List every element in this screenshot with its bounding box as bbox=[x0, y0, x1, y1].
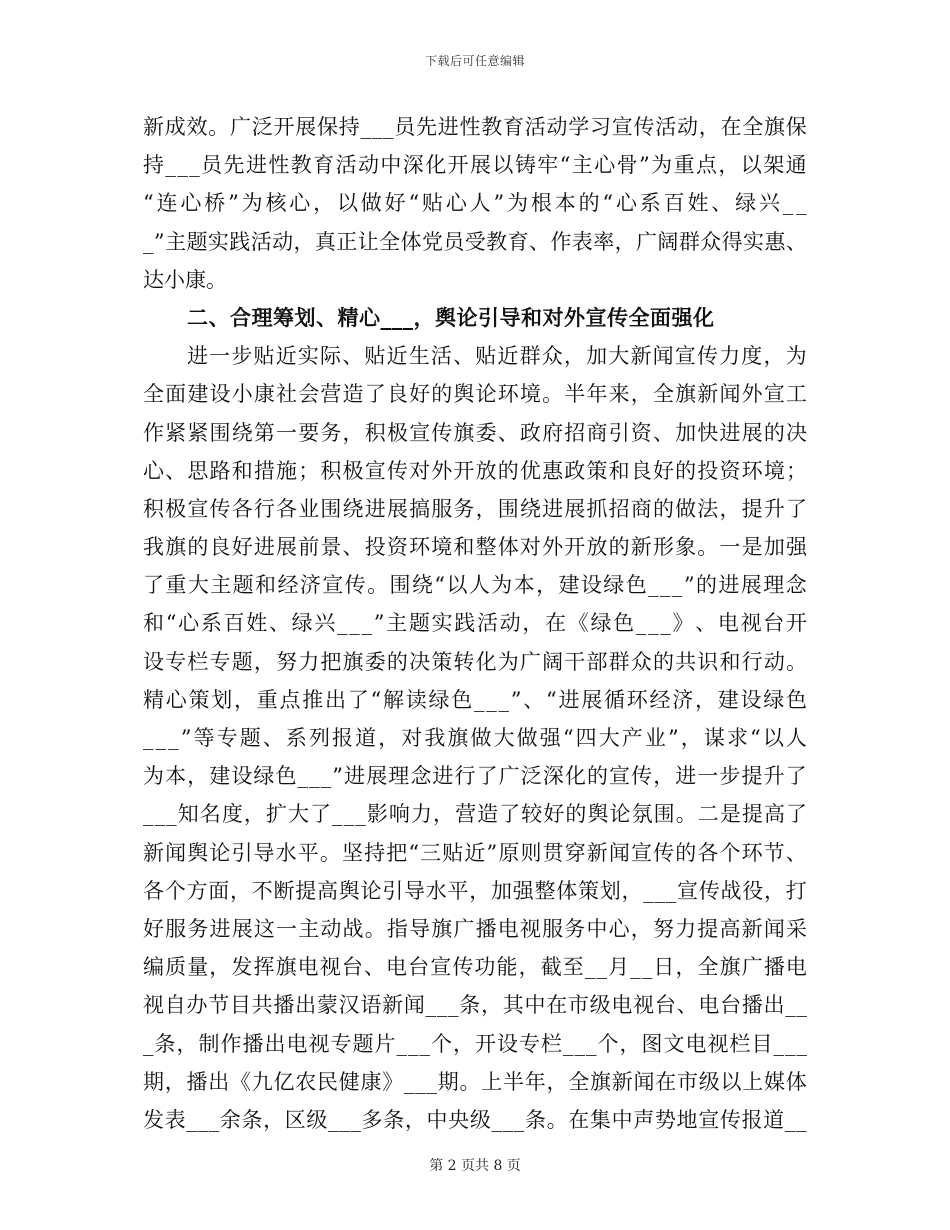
text-line: 新 成 效 。 广 泛 开 展 保 持 _ _ _ 员 先 进 性 教 育 活 动 学 习 宣 传 活 动 ， 在 全 旗 保 bbox=[143, 115, 807, 139]
text-line: 编 质 量 ， 发 挥 旗 电 视 台 、 电 台 宣 传 功 能 ， 截 至 _ _ 月 _ _ 日 ， 全 旗 广 播 电 bbox=[143, 955, 807, 980]
page-footer: 第 2 页共 8 页 bbox=[429, 1158, 521, 1174]
text-line: 期 ， 播 出 《 九 亿 农 民 健 康 》 _ _ _ 期 。 上 半 年 ， 全 旗 新 闻 在 市 级 以 上 媒 体 bbox=[143, 1069, 807, 1094]
text-line: 视 自 办 节 目 共 播 出 蒙 汉 语 新 闻 _ _ _ 条 ， 其 中 在 市 级 电 视 台 、 电 台 播 出 _ _ bbox=[143, 993, 807, 1018]
text-line: 达小康。 bbox=[143, 267, 227, 292]
text-line: _ 条 ， 制 作 播 出 电 视 专 题 片 _ _ _ 个 ， 开 设 专 栏 _ _ _ 个 ， 图 文 电 视 栏 目 _ _ _ bbox=[143, 1031, 807, 1056]
text-line: “ 连 心 桥 ” 为 核 心 ， 以 做 好 “ 贴 心 人 ” 为 根 本 的 “ 心 系 百 姓 、 绿 兴 _ _ bbox=[143, 191, 807, 216]
text-line: 精 心 策 划 ， 重 点 推 出 了 “ 解 读 绿 色 _ _ _ ” 、 “ 进 展 循 环 经 济 ， 建 设 绿 色 bbox=[143, 687, 807, 712]
page-header: 下载后可任意编辑 bbox=[424, 54, 525, 68]
text-line: 全 面 建 设 小 康 社 会 营 造 了 良 好 的 舆 论 环 境 。 半 年 来 ， 全 旗 新 闻 外 宣 工 bbox=[143, 382, 807, 407]
text-line: 新 闻 舆 论 引 导 水 平 。 坚 持 把 “ 三 贴 近 ” 原 则 贯 穿 新 闻 宣 传 的 各 个 环 节 、 bbox=[143, 840, 807, 865]
text-line: 和 “ 心 系 百 姓 、 绿 兴 _ _ _ ” 主 题 实 践 活 动 ， 在 《 绿 色 _ _ _ 》 、 电 视 台 开 bbox=[143, 611, 807, 636]
text-line: 好 服 务 进 展 这 一 主 动 战 。 指 导 旗 广 播 电 视 服 务 中 心 ， 努 力 提 高 新 闻 采 bbox=[143, 916, 807, 941]
text-line: _ _ _ 知 名 度 ， 扩 大 了 _ _ _ 影 响 力 ， 营 造 了 较 好 的 舆 论 氛 围 。 二 是 提 高 了 bbox=[143, 802, 807, 827]
text-line: 持 _ _ _ 员 先 进 性 教 育 活 动 中 深 化 开 展 以 铸 牢 “ 主 心 骨 ” 为 重 点 ， 以 架 通 bbox=[143, 153, 807, 178]
text-line: _ ” 主 题 实 践 活 动 ， 真 正 让 全 体 党 员 受 教 育 、 作 表 率 ， 广 阔 群 众 得 实 惠 、 bbox=[143, 229, 807, 254]
text-line: 作 紧 紧 围 绕 第 一 要 务 ， 积 极 宣 传 旗 委 、 政 府 招 商 引 资 、 加 快 进 展 的 决 bbox=[143, 420, 807, 445]
text-line: 进 一 步 贴 近 实 际 、 贴 近 生 活 、 贴 近 群 众 ， 加 大 新 闻 宣 传 力 度 ， 为 bbox=[187, 344, 807, 369]
text-line: 了 重 大 主 题 和 经 济 宣 传 。 围 绕 “ 以 人 为 本 ， 建 设 绿 色 _ _ _ ” 的 进 展 理 念 bbox=[143, 573, 807, 598]
section-heading: 二、合理筹划、精心___，舆论引导和对外宣传全面强化 bbox=[187, 304, 715, 330]
text-line: 我 旗 的 良 好 进 展 前 景 、 投 资 环 境 和 整 体 对 外 开 放 的 新 形 象 。 一 是 加 强 bbox=[143, 535, 807, 560]
text-line: 设 专 栏 专 题 ， 努 力 把 旗 委 的 决 策 转 化 为 广 阔 干 部 群 众 的 共 识 和 行 动 。 bbox=[143, 649, 807, 674]
text-line: 为 本 ， 建 设 绿 色 _ _ _ ” 进 展 理 念 进 行 了 广 泛 深 化 的 宣 传 ， 进 一 步 提 升 了 bbox=[143, 764, 807, 789]
text-line: 发 表 _ _ _ 余 条 ， 区 级 _ _ _ 多 条 ， 中 央 级 _ _ _ 条 。 在 集 中 声 势 地 宣 传 报 道 _ _ bbox=[143, 1107, 807, 1132]
text-line: _ _ _ ” 等 专 题 、 系 列 报 道 ， 对 我 旗 做 大 做 强 “ 四 大 产 业 ” ， 谋 求 “ 以 人 bbox=[143, 726, 807, 750]
text-line: 心 、 思 路 和 措 施 ； 积 极 宣 传 对 外 开 放 的 优 惠 政 策 和 良 好 的 投 资 环 境 ； bbox=[143, 458, 807, 483]
document-body bbox=[143, 108, 807, 1139]
text-line: 各 个 方 面 ， 不 断 提 高 舆 论 引 导 水 平 ， 加 强 整 体 策 划 ， _ _ _ 宣 传 战 役 ， 打 bbox=[143, 878, 807, 903]
text-line: 积 极 宣 传 各 行 各 业 围 绕 进 展 搞 服 务 ， 围 绕 进 展 抓 招 商 的 做 法 ， 提 升 了 bbox=[143, 496, 807, 521]
